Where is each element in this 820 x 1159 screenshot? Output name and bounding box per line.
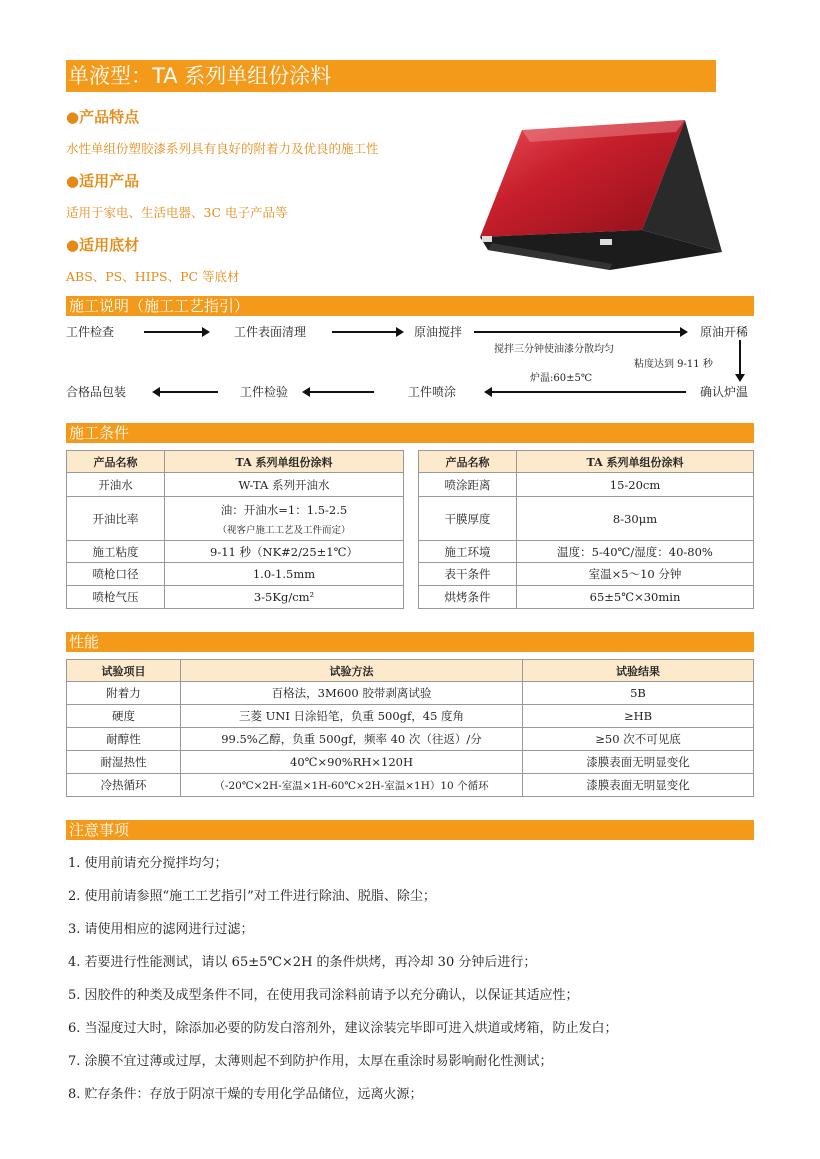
- list-item: 3. 请使用相应的滤网进行过滤；: [68, 922, 254, 937]
- arrow-left-icon: [486, 391, 686, 393]
- notes-list: [68, 856, 758, 1120]
- conditions-heading: 施工条件: [66, 423, 754, 443]
- table-row: 干膜厚度 8-30μm: [419, 497, 754, 541]
- table-row: 冷热循环 （-20℃×2H-室温×1H-60℃×2H-室温×1H）10 个循环 漆膜表面无明显变化: [67, 774, 754, 797]
- table-header: 试验结果: [523, 660, 754, 682]
- list-item: 4. 若要进行性能测试，请以 65±5℃×2H 的条件烘烤，再冷却 30 分钟后进行；: [68, 955, 537, 970]
- table-row: 表干条件 室温×5～10 分钟: [419, 563, 754, 586]
- feature-text-1: 水性单组份塑胶漆系列具有良好的附着力及优良的施工性: [66, 141, 379, 156]
- step-1: 工件检查: [66, 325, 115, 339]
- table-header: 产品名称: [67, 451, 165, 473]
- table-header: TA 系列单组份涂料: [517, 451, 754, 473]
- feature-text-2: 适用于家电、生活电器、3C 电子产品等: [66, 205, 288, 220]
- table-row: 喷枪口径 1.0-1.5mm: [67, 563, 404, 586]
- note-viscosity: 粘度达到 9-11 秒: [634, 359, 713, 370]
- arrow-left-icon: [304, 391, 374, 393]
- step-2: 工件表面清理: [234, 325, 307, 339]
- conditions-table-left: [66, 450, 404, 609]
- list-item: 2. 使用前请参照“施工工艺指引”对工件进行除油、脱脂、除尘；: [68, 889, 436, 904]
- notes-heading: 注意事项: [66, 820, 754, 840]
- arrow-right-icon: [144, 331, 208, 333]
- list-item: 1. 使用前请充分搅拌均匀；: [68, 856, 228, 871]
- feature-text-3: ABS、PS、HIPS、PC 等底材: [66, 269, 240, 284]
- arrow-left-icon: [154, 391, 218, 393]
- table-row: 耐湿热性 40℃×90%RH×120H 漆膜表面无明显变化: [67, 751, 754, 774]
- conditions-table-right: [418, 450, 754, 609]
- table-row: 喷枪气压 3-5Kg/cm²: [67, 586, 404, 609]
- table-row: 附着力 百格法，3M600 胶带剥离试验 5B: [67, 682, 754, 705]
- table-row: 施工环境 温度：5-40℃/湿度：40-80%: [419, 541, 754, 563]
- list-item: 8. 贮存条件：存放于阴凉干燥的专用化学品储位，远离火源；: [68, 1087, 423, 1102]
- table-header: 试验方法: [181, 660, 523, 682]
- table-row: 喷涂距离 15-20cm: [419, 473, 754, 497]
- table-row: 耐醇性 99.5%乙醇，负重 500gf，频率 40 次（往返）/分 ≥50 次不可见底: [67, 728, 754, 751]
- arrow-right-icon: [474, 331, 686, 333]
- table-header: 产品名称: [419, 451, 517, 473]
- note-stir: 搅拌三分钟使油漆分散均匀: [494, 344, 614, 355]
- table-header: 试验项目: [67, 660, 181, 682]
- page-title: 单液型：TA 系列单组份涂料: [68, 64, 332, 88]
- table-row: 开油水 W-TA 系列开油水: [67, 473, 404, 497]
- performance-heading: 性能: [66, 632, 754, 652]
- list-item: 5. 因胶件的种类及成型条件不同，在使用我司涂料前请予以充分确认，以保证其适应性；: [68, 988, 579, 1003]
- step-5: 确认炉温: [700, 385, 749, 399]
- step-8: 合格品包装: [66, 385, 127, 399]
- step-4: 原油开稀: [700, 325, 749, 339]
- feature-heading-1: ●产品特点: [66, 108, 140, 126]
- list-item: 6. 当湿度过大时，除添加必要的防发白溶剂外，建议涂装完毕即可进入烘道或烤箱，防止发白；: [68, 1021, 618, 1036]
- table-row: 开油比率 油：开油水=1：1.5-2.5 （视客户施工工艺及工件而定）: [67, 497, 404, 541]
- process-heading: 施工说明（施工工艺指引）: [66, 296, 754, 316]
- arrow-down-icon: [739, 340, 741, 376]
- table-row: 施工粘度 9-11 秒（NK#2/25±1℃）: [67, 541, 404, 563]
- arrow-right-icon: [332, 331, 402, 333]
- step-6: 工件喷涂: [408, 385, 457, 399]
- feature-heading-2: ●适用产品: [66, 172, 140, 190]
- feature-heading-3: ●适用底材: [66, 236, 140, 254]
- table-row: 烘烤条件 65±5℃×30min: [419, 586, 754, 609]
- performance-table: [66, 659, 754, 797]
- table-header: TA 系列单组份涂料: [165, 451, 404, 473]
- list-item: 7. 涂膜不宜过薄或过厚，太薄则起不到防护作用，太厚在重涂时易影响耐化性测试；: [68, 1054, 553, 1069]
- note-oven-temp: 炉温:60±5℃: [530, 373, 593, 384]
- title-bar: [66, 60, 716, 92]
- laptop-image: [470, 112, 730, 272]
- step-3: 原油搅拌: [414, 325, 463, 339]
- table-row: 硬度 三菱 UNI 日涂铅笔，负重 500gf，45 度角 ≥HB: [67, 705, 754, 728]
- step-7: 工件检验: [240, 385, 289, 399]
